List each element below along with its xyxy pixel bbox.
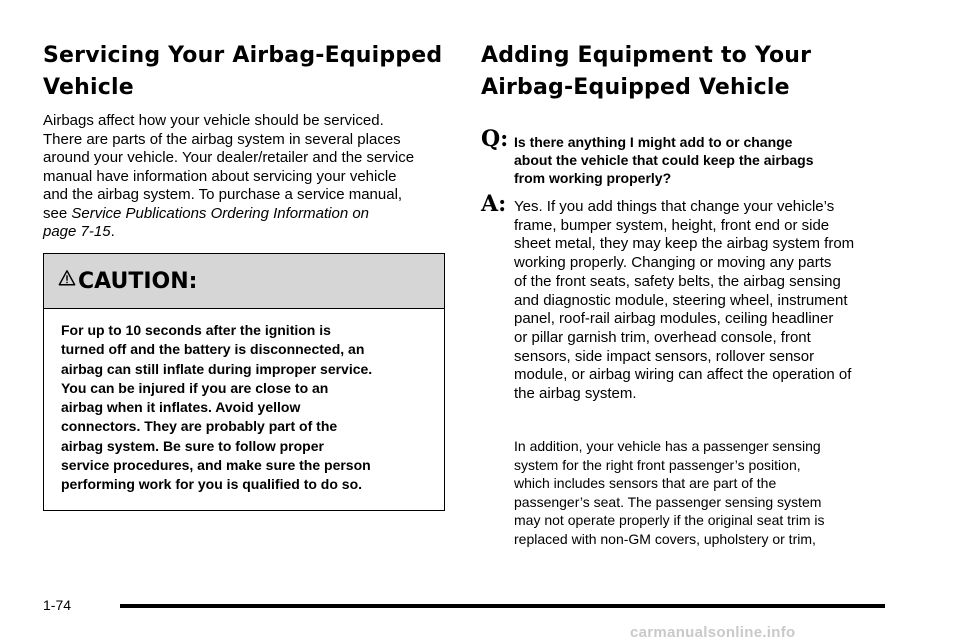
warning-triangle-icon xyxy=(58,269,76,287)
section-heading-adding-equipment: Adding Equipment to Your Airbag-Equipped Vehicle xyxy=(481,43,812,100)
footer-rule xyxy=(120,604,885,608)
caution-text: For up to 10 seconds after the ignition is turned off and the battery is disconnected, an airbag can still inflate during improper service. You can be injured if you are close to an airbag when it inflates. Avoid yellow connectors. They are probably part of the airbag system. Be sure to follow proper service procedures, and make sure the person performing work for you is qualified to do so. xyxy=(61,322,373,493)
section-heading-servicing: Servicing Your Airbag-Equipped Vehicle xyxy=(43,43,443,100)
question-text: Is there anything I might add to or change about the vehicle that could keep the airbags from working properly? xyxy=(514,134,814,186)
caution-title: CAUTION: xyxy=(78,268,198,294)
caution-header xyxy=(44,254,444,309)
answer-text: Yes. If you add things that change your vehicle’s frame, bumper system, height, front end or side sheet metal, they may keep the airbag system from working properly. Changing or moving any parts of the front seats, safety belts, the airbag sensing and diagnostic module, steering wheel, instrument panel, roof-rail airbag modules, ceiling headliner or pillar garnish trim, overhead console, front sensors, side impact sensors, rollover sensor module, or airbag wiring can affect the operation of the airbag system. xyxy=(514,198,855,403)
servicing-paragraph-end: . xyxy=(110,223,115,240)
servicing-paragraph xyxy=(43,112,453,242)
watermark: carmanualsonline.info xyxy=(630,624,796,641)
page-number: 1-74 xyxy=(43,597,72,613)
servicing-paragraph-text: Airbags affect how your vehicle should be serviced. There are parts of the airbag system in several places around your vehicle. Your dealer/retailer and the service manual have information about servicing your vehicle and the airbag system. To purchase a service manual, see xyxy=(43,112,415,222)
passenger-sensing-paragraph: In addition, your vehicle has a passenger sensing system for the right front passenger’s position, which includes sensors that are part of the passenger’s seat. The passenger sensing system may not operate properly if the original seat trim is replaced with non-GM covers, upholstery or trim, xyxy=(514,438,825,547)
answer-label: A: xyxy=(481,191,507,217)
question-label: Q: xyxy=(481,126,509,152)
service-publications-reference: Service Publications Ordering Information on page 7-15 xyxy=(43,204,370,240)
caution-box xyxy=(43,253,445,511)
